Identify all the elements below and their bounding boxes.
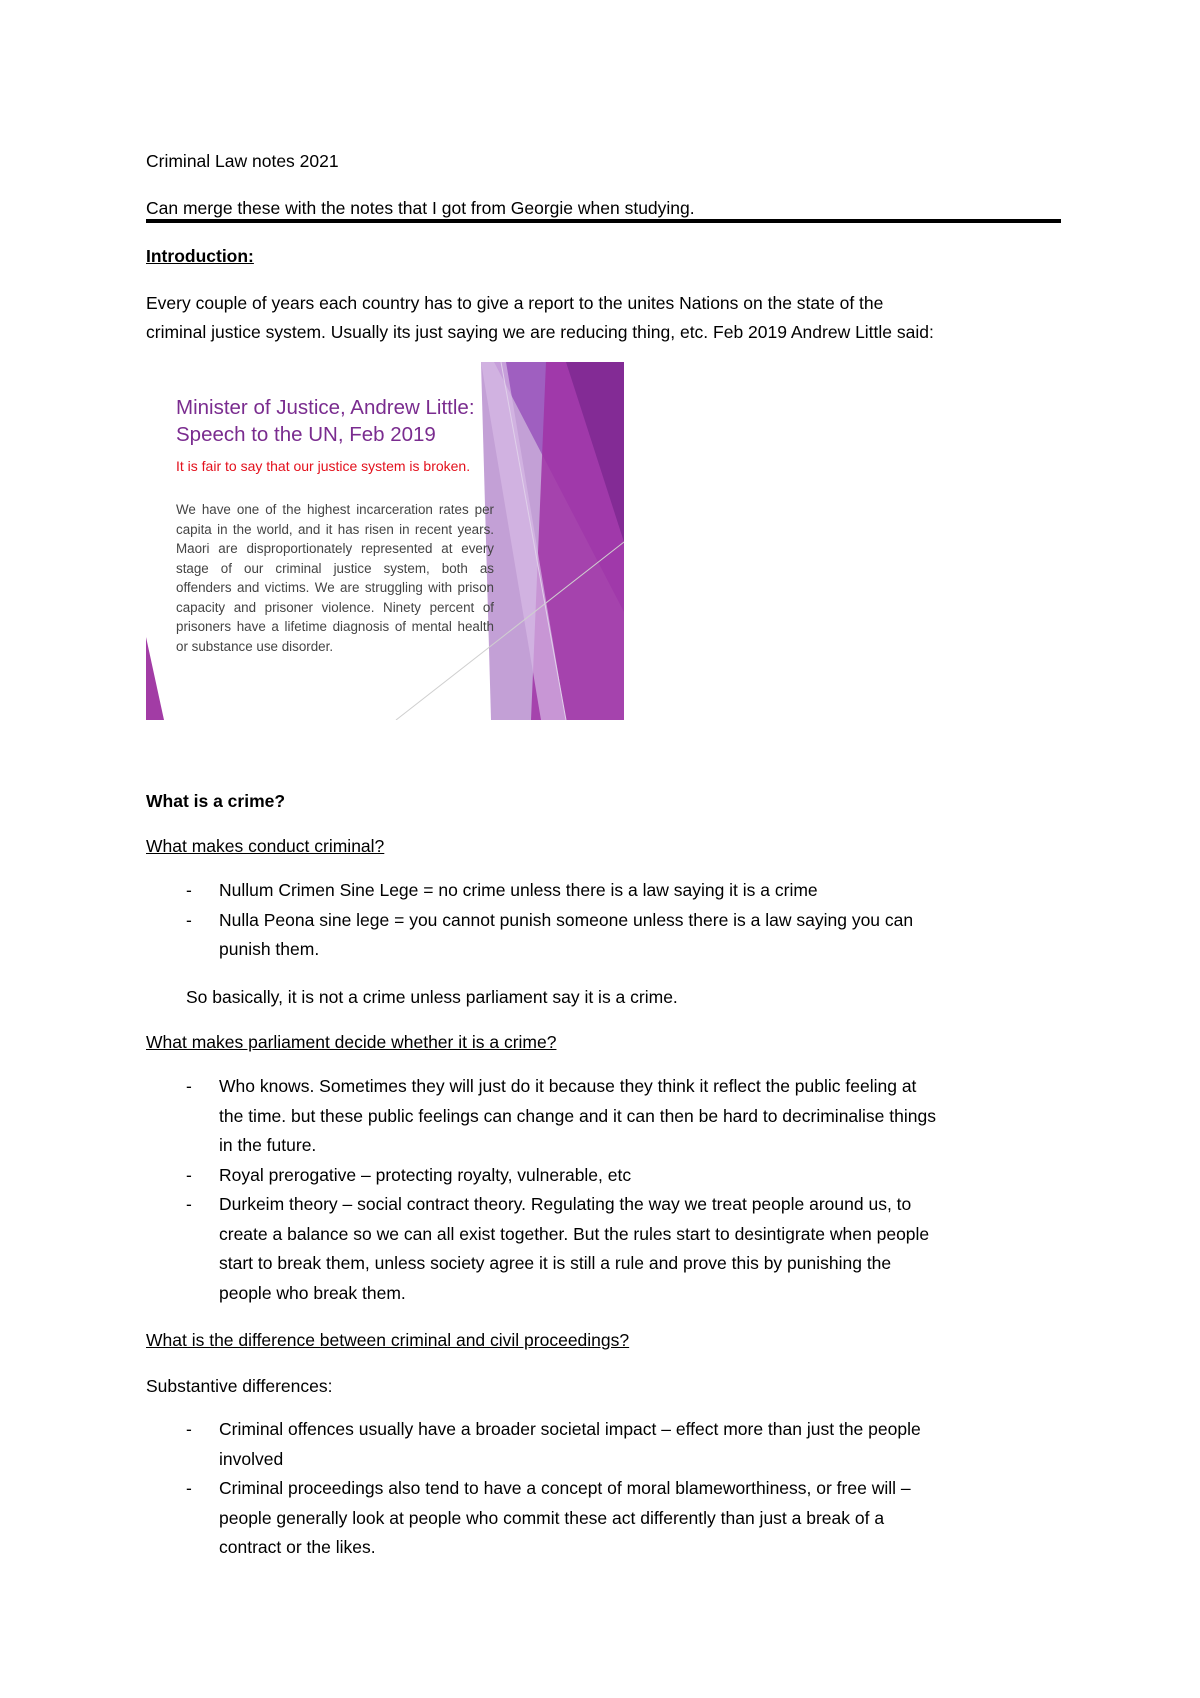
list-item-line: - Nulla Peona sine lege = you cannot punish someone unless there is a law saying you can bbox=[219, 909, 914, 930]
q3-subheading: Substantive differences: bbox=[146, 1376, 333, 1396]
doc-subtitle: Can merge these with the notes that I got from Georgie when studying. bbox=[146, 198, 695, 218]
list-item-line: - Who knows. Sometimes they will just do it because they think it reflect the public feeling at bbox=[219, 1076, 917, 1096]
list-item bbox=[146, 1474, 1066, 1563]
list-item-line: people generally look at people who commit these act differently than just a break of a bbox=[219, 1507, 885, 1528]
list-item-line: involved bbox=[219, 1448, 284, 1469]
list-item-line: - Criminal proceedings also tend to have a concept of moral blameworthiness, or free will – bbox=[219, 1478, 911, 1498]
list-item-line: in the future. bbox=[219, 1135, 317, 1155]
question-1: What makes conduct criminal? bbox=[146, 836, 385, 856]
list-item bbox=[146, 906, 1066, 965]
slide-title bbox=[176, 394, 475, 448]
q2-list bbox=[146, 1072, 1066, 1308]
list-item bbox=[146, 1415, 1066, 1474]
question-2: What makes parliament decide whether it is a crime? bbox=[146, 1032, 557, 1052]
list-item bbox=[146, 1072, 1066, 1161]
speech-slide-image bbox=[146, 362, 624, 720]
slide-red-statement: It is fair to say that our justice system is broken. bbox=[176, 458, 471, 474]
question-3: What is the difference between criminal and civil proceedings? bbox=[146, 1330, 630, 1350]
list-item-line: - Durkeim theory – social contract theory. Regulating the way we treat people around us, to bbox=[219, 1194, 912, 1214]
slide-corner-shape bbox=[146, 637, 164, 720]
q1-list bbox=[146, 876, 1066, 965]
doc-title: Criminal Law notes 2021 bbox=[146, 151, 339, 171]
q3-list bbox=[146, 1415, 1066, 1563]
list-item-line: contract or the likes. bbox=[219, 1537, 376, 1557]
intro-heading: Introduction: bbox=[146, 246, 254, 266]
intro-line-2: criminal justice system. Usually its just saying we are reducing thing, etc. Feb 2019 Andrew Little said: bbox=[146, 322, 934, 342]
slide-title-line-1: Minister of Justice, Andrew Little: bbox=[176, 396, 475, 419]
slide-title-line-2: Speech to the UN, Feb 2019 bbox=[176, 423, 436, 446]
list-item-line: - Nullum Crimen Sine Lege = no crime unless there is a law saying it is a crime bbox=[219, 880, 818, 900]
list-item bbox=[146, 1190, 1066, 1308]
crime-heading: What is a crime? bbox=[146, 791, 286, 811]
intro-line-1: Every couple of years each country has to give a report to the unites Nations on the state of the bbox=[146, 293, 884, 313]
list-item-line: create a balance so we can all exist together. But the rules start to desintigrate when people bbox=[219, 1223, 930, 1244]
list-item bbox=[146, 876, 1066, 906]
list-item bbox=[146, 1161, 1066, 1191]
horizontal-rule bbox=[146, 219, 1061, 223]
list-item-line: start to break them, unless society agree it is still a rule and prove this by punishing the bbox=[219, 1253, 892, 1273]
list-item-line: - Royal prerogative – protecting royalty, vulnerable, etc bbox=[219, 1164, 632, 1185]
list-item-line: punish them. bbox=[219, 939, 320, 959]
list-item-line: - Criminal offences usually have a broader societal impact – effect more than just the people bbox=[219, 1419, 921, 1439]
q1-summary: So basically, it is not a crime unless parliament say it is a crime. bbox=[186, 987, 678, 1007]
list-item-line: the time. but these public feelings can change and it can then be hard to decriminalise things bbox=[219, 1105, 936, 1126]
slide-body-text: We have one of the highest incarceration rates per capita in the world, and it has risen in recent years. Maori are disproportionately represented at every stage of our criminal justice system, both as offenders and victims. We are struggling with prison capacity and prisoner violence. Ninety percent of prisoners have a lifetime diagnosis of mental health or substance use disorder. bbox=[176, 502, 494, 654]
list-item-line: people who break them. bbox=[219, 1282, 406, 1303]
